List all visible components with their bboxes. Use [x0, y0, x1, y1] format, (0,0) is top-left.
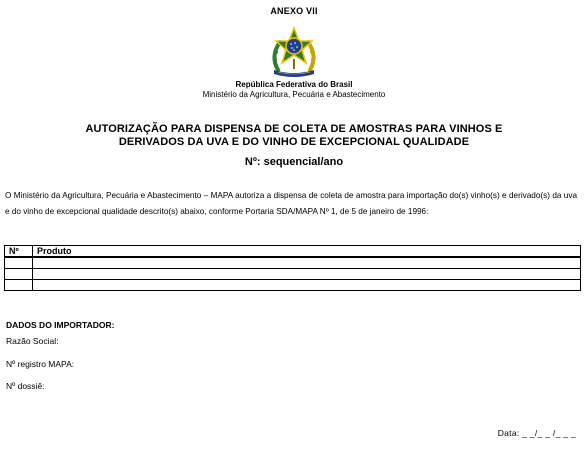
- table-row: [5, 269, 581, 280]
- coat-of-arms-icon: [264, 26, 324, 78]
- importer-heading: DADOS DO IMPORTADOR:: [6, 320, 115, 330]
- razao-social-field[interactable]: Razão Social:: [6, 336, 59, 346]
- document-title: [0, 123, 588, 149]
- table-row: [5, 280, 581, 291]
- table-cell-product[interactable]: [33, 280, 581, 291]
- intro-paragraph: O Ministério da Agricultura, Pecuária e Abastecimento – MAPA autoriza a dispensa de coleta de amostra para importação do(s) vinho(s) e derivado(s) da uva e do vinho de excepcional qualidade descrito(s) abaixo, conforme Portaria SDA/MAPA Nº 1, de 5 de janeiro de 1996:: [5, 191, 577, 216]
- annex-label: ANEXO VII: [270, 6, 318, 16]
- table-cell-number[interactable]: [5, 257, 33, 269]
- column-header-number: Nº: [5, 246, 33, 258]
- table-cell-product[interactable]: [33, 257, 581, 269]
- table-header-row: [5, 246, 581, 258]
- table-row: [5, 257, 581, 269]
- document-number: Nº: sequencial/ano: [244, 156, 344, 168]
- table-cell-number[interactable]: [5, 280, 33, 291]
- column-header-product: Produto: [33, 246, 581, 258]
- table-cell-number[interactable]: [5, 269, 33, 280]
- date-field[interactable]: Data: _ _/_ _ /_ _ _: [497, 428, 576, 438]
- registro-mapa-field[interactable]: Nº registro MAPA:: [6, 359, 75, 369]
- document-title-line-1: AUTORIZAÇÃO PARA DISPENSA DE COLETA DE AMOSTRAS PARA VINHOS E: [85, 123, 503, 135]
- document-title-line-2: DERIVADOS DA UVA E DO VINHO DE EXCEPCIONAL QUALIDADE: [118, 136, 470, 148]
- ministry-heading: Ministério da Agricultura, Pecuária e Abastecimento: [202, 90, 386, 99]
- republic-heading: República Federativa do Brasil: [235, 80, 353, 89]
- products-table: [4, 245, 581, 291]
- dossie-field[interactable]: Nº dossiê:: [6, 381, 45, 391]
- table-cell-product[interactable]: [33, 269, 581, 280]
